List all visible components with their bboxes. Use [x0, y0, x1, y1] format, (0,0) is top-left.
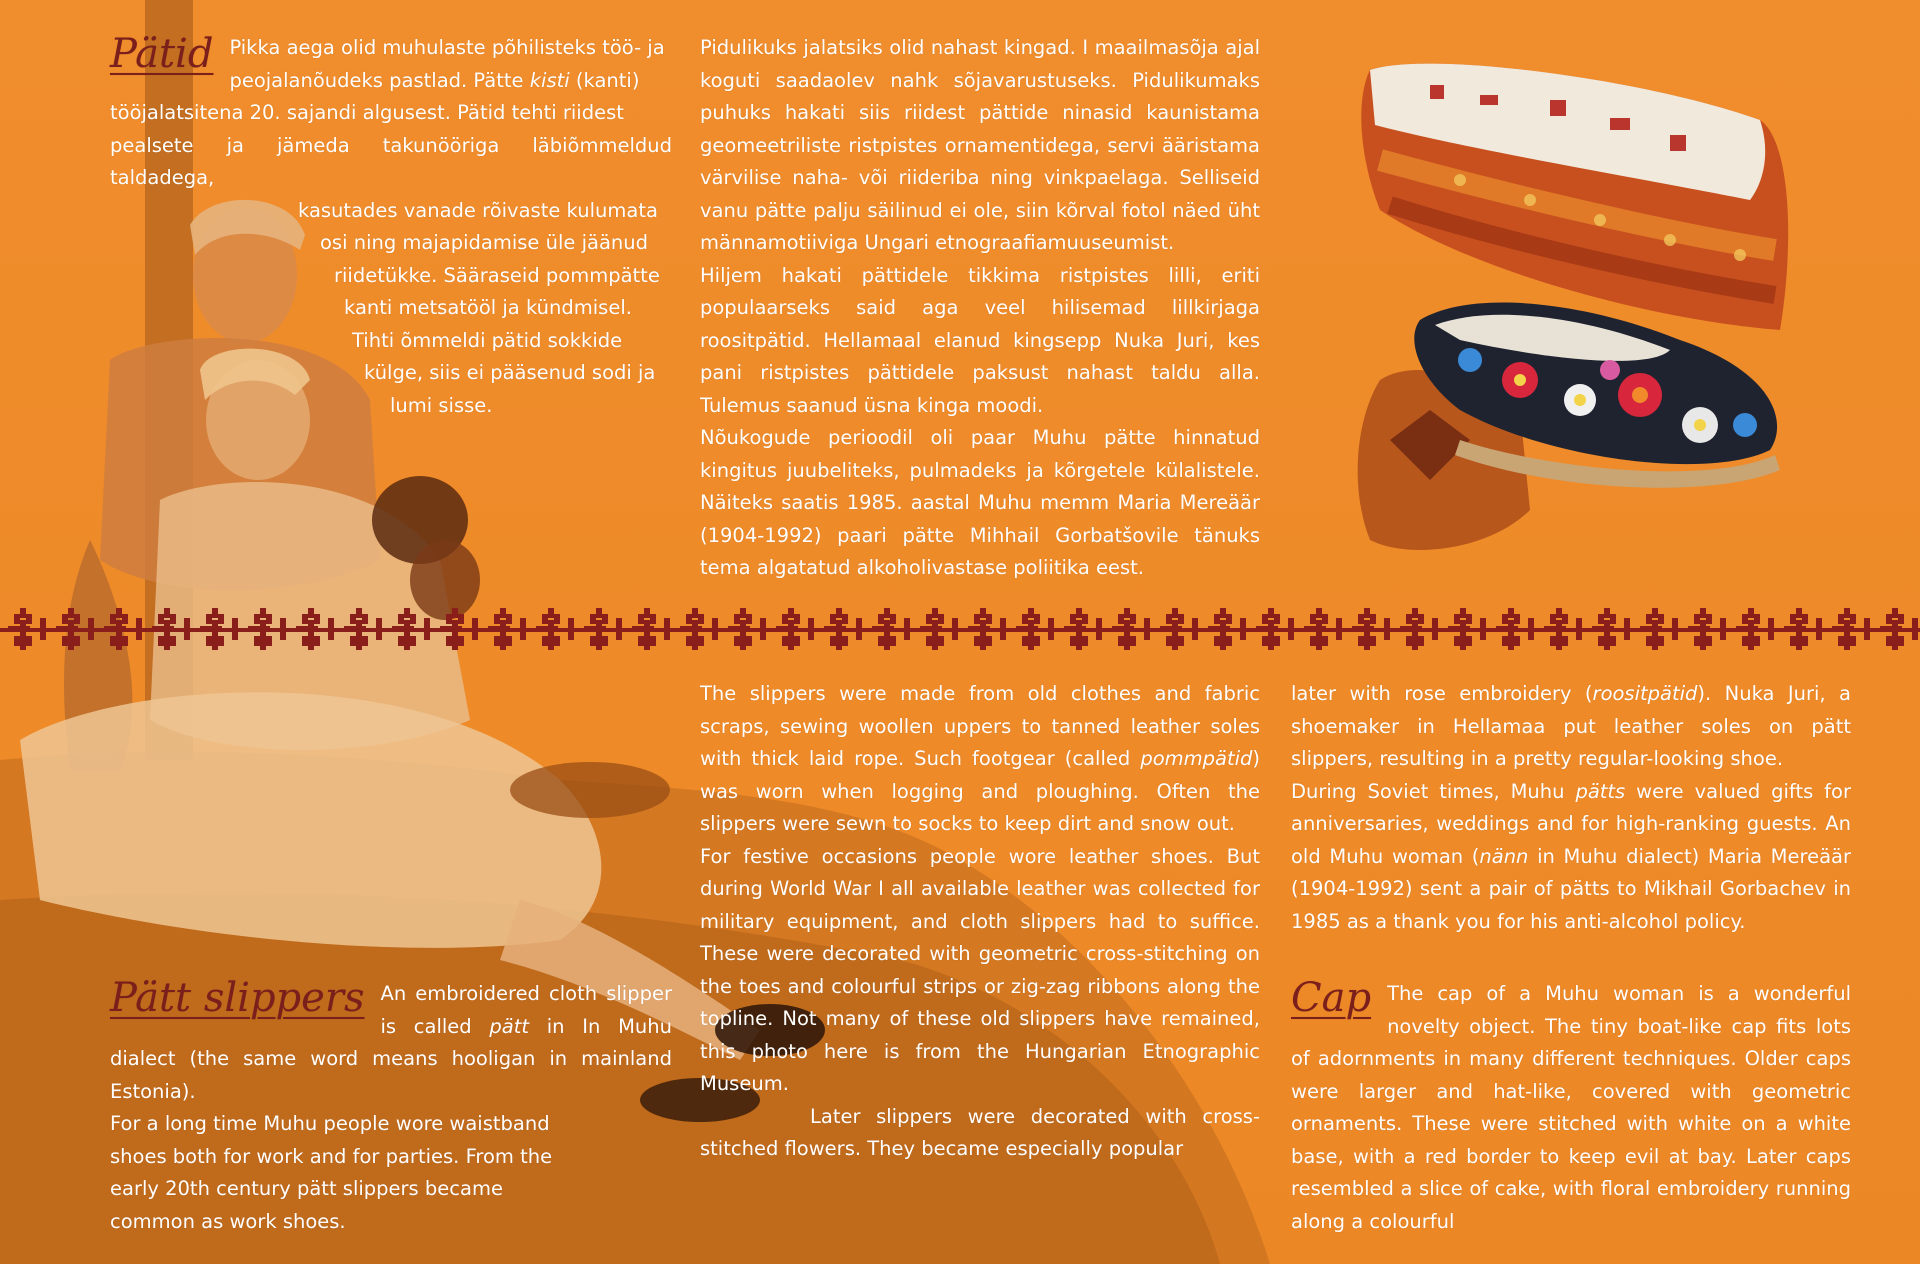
- ornament-motif: [1208, 608, 1246, 650]
- english-paragraph-3: Later slippers were decorated with cross-stitched flowers. They became especially popular: [700, 1104, 1260, 1160]
- ornament-motif: [1064, 608, 1102, 650]
- patid-line-10: külge, siis ei pääsenud sodi ja: [364, 361, 656, 384]
- ornament-motif: [920, 608, 958, 650]
- ornament-motif: [968, 608, 1006, 650]
- decorative-ornament-band: [0, 600, 1920, 660]
- ornament-motif: [1352, 608, 1390, 650]
- ornament-motif: [776, 608, 814, 650]
- patt-slippers-title: Pätt slippers: [110, 975, 365, 1021]
- patt-slippers-section: [110, 975, 673, 1238]
- ornament-motif: [536, 608, 574, 650]
- ornament-motif: [1160, 608, 1198, 650]
- ornament-motif: [1832, 608, 1870, 650]
- patid-line-8: kanti metsatööl ja kündmisel.: [344, 296, 632, 319]
- ornament-motif: [344, 608, 382, 650]
- ornament-motif: [824, 608, 862, 650]
- cap-title: Cap: [1291, 975, 1372, 1021]
- patt-intro: An embroidered cloth slipper is called pätt in In Muhu dialect (the same word means hooligan in mainland Estonia).: [110, 982, 673, 1103]
- estonian-paragraph: Nõukogude perioodil oli paar Muhu pätte hinnatud kingitus juubeliteks, pulmadeks ja kõrgetele külalistele. Näiteks saatis 1985. aastal Muhu memm Maria Mereäär (1904-1992) paari pätte Mihhail Gorbatšovile tänuks tema algatatud alkoholivastase poliitika eest.: [700, 426, 1260, 579]
- cap-section: [1291, 975, 1851, 1238]
- ornament-motif: [1256, 608, 1294, 650]
- ornament-motif: [584, 608, 622, 650]
- patid-line-2: peojalanõudeks pastlad. Pätte kisti (kanti): [229, 68, 640, 92]
- patid-section: [110, 32, 672, 422]
- ornament-motif: [200, 608, 238, 650]
- english-middle-column: [700, 678, 1260, 1166]
- ornament-motif: [248, 608, 286, 650]
- patid-title: Pätid: [110, 31, 214, 77]
- ornament-motif: [1448, 608, 1486, 650]
- patid-line-6: osi ning majapidamise üle jäänud: [320, 231, 649, 254]
- ornament-motif: [1736, 608, 1774, 650]
- ornament-motif: [1880, 608, 1918, 650]
- english-paragraph-2: For festive occasions people wore leather shoes. But during World War I all available leather was collected for military equipment, and cloth slippers had to suffice. These were decorated with geometric cross-stitching on the toes and colourful strips or zig-zag ribbons along the topline. Not many of these old slippers have remained, this photo here is from the Hungarian Etnographic Museum.: [700, 844, 1260, 1095]
- ornament-motif: [1496, 608, 1534, 650]
- english-paragraph-5: During Soviet times, Muhu pätts were valued gifts for anniversaries, weddings and for high-ranking guests. An old Muhu woman (nänn in Muhu dialect) Maria Mereäär (1904-1992) sent a pair of pätts to Mikhail Gorbachev in 1985 as a thank you for his anti-alcohol policy.: [1291, 779, 1851, 933]
- english-paragraph-4: later with rose embroidery (roositpätid). Nuka Juri, a shoemaker in Hellamaa put leather soles on pätt slippers, resulting in a pretty regular-looking shoe.: [1291, 682, 1851, 770]
- ornament-motif: [1544, 608, 1582, 650]
- ornament-motif: [1592, 608, 1630, 650]
- patid-line-3: tööjalatsitena 20. sajandi algusest. Pätid tehti riidest: [110, 101, 624, 124]
- ornament-motif: [1112, 608, 1150, 650]
- ornament-motif: [1304, 608, 1342, 650]
- ornament-motif: [632, 608, 670, 650]
- ornament-motif: [8, 608, 46, 650]
- english-paragraph-1: The slippers were made from old clothes and fabric scraps, sewing woollen uppers to tanned leather soles with thick laid rope. Such footgear (called pommpätid) was worn when logging and ploughing. Often the slippers were sewn to socks to keep dirt and snow out.: [700, 682, 1260, 835]
- ornament-motif: [1016, 608, 1054, 650]
- patid-line-9: Tihti õmmeldi pätid sokkide: [352, 328, 623, 352]
- estonian-paragraph: Hiljem hakati pättidele tikkima ristpistes lilli, eriti populaarseks said aga veel hilisemad lillkirjaga roositpätid. Hellamaal elanud kingsepp Nuka Juri, kes pani ristpistes pättidele paksust nahast taldu alla. Tulemus saanud üsna kinga moodi.: [700, 263, 1260, 417]
- ornament-motif: [872, 608, 910, 650]
- patid-line-7: riidetükke. Sääraseid pommpätte: [334, 263, 660, 287]
- patid-line-5: kasutades vanade rõivaste kulumata: [298, 198, 658, 222]
- ornament-motif: [1784, 608, 1822, 650]
- ornament-motif: [56, 608, 94, 650]
- ornament-motif: [1400, 608, 1438, 650]
- patid-line-1: Pikka aega olid muhulaste põhilisteks töö- ja: [229, 36, 665, 59]
- ornament-motif: [440, 608, 478, 650]
- ornament-motif: [152, 608, 190, 650]
- ornament-motif: [104, 608, 142, 650]
- estonian-middle-column: [700, 32, 1260, 585]
- cap-paragraph: The cap of a Muhu woman is a wonderful novelty object. The tiny boat-like cap fits lots of adornments in many different techniques. Older caps were larger and hat-like, covered with geometric ornaments. These were stitched with white on a white base, with a red border to keep evil at bay. Later caps resembled a slice of cake, with floral embroidery running along a colourful: [1291, 982, 1851, 1233]
- ornament-motif: [680, 608, 718, 650]
- english-right-column: [1291, 678, 1851, 938]
- patid-line-4: pealsete ja jämeda takunööriga läbiõmmeldud taldadega,: [110, 133, 672, 189]
- patt-paragraph: For a long time Muhu people wore waistband shoes both for work and for parties. From the early 20th century pätt slippers became common as work shoes.: [110, 1112, 553, 1233]
- ornament-motif: [728, 608, 766, 650]
- slippers-photo: [1350, 40, 1800, 580]
- ornament-motif: [488, 608, 526, 650]
- patid-line-11: lumi sisse.: [390, 393, 493, 417]
- estonian-paragraph: Pidulikuks jalatsiks olid nahast kingad. I maailmasõja ajal koguti saadaolev nahk sõjavarustuseks. Pidulikumaks puhuks hakati siis riidest pättide ninasid kaunistama geomeetriliste ristpistes ornamentidega, servi ääristama värvilise naha- või riideriba ning vinkpaelaga. Selliseid vanu pätte palju säilinud ei ole, siin kõrval fotol näed üht männamotiiviga Ungari etnograafiamuuseumist.: [700, 36, 1260, 254]
- ornament-motif: [392, 608, 430, 650]
- ornament-motif: [1640, 608, 1678, 650]
- ornament-motif: [296, 608, 334, 650]
- ornament-motif: [1688, 608, 1726, 650]
